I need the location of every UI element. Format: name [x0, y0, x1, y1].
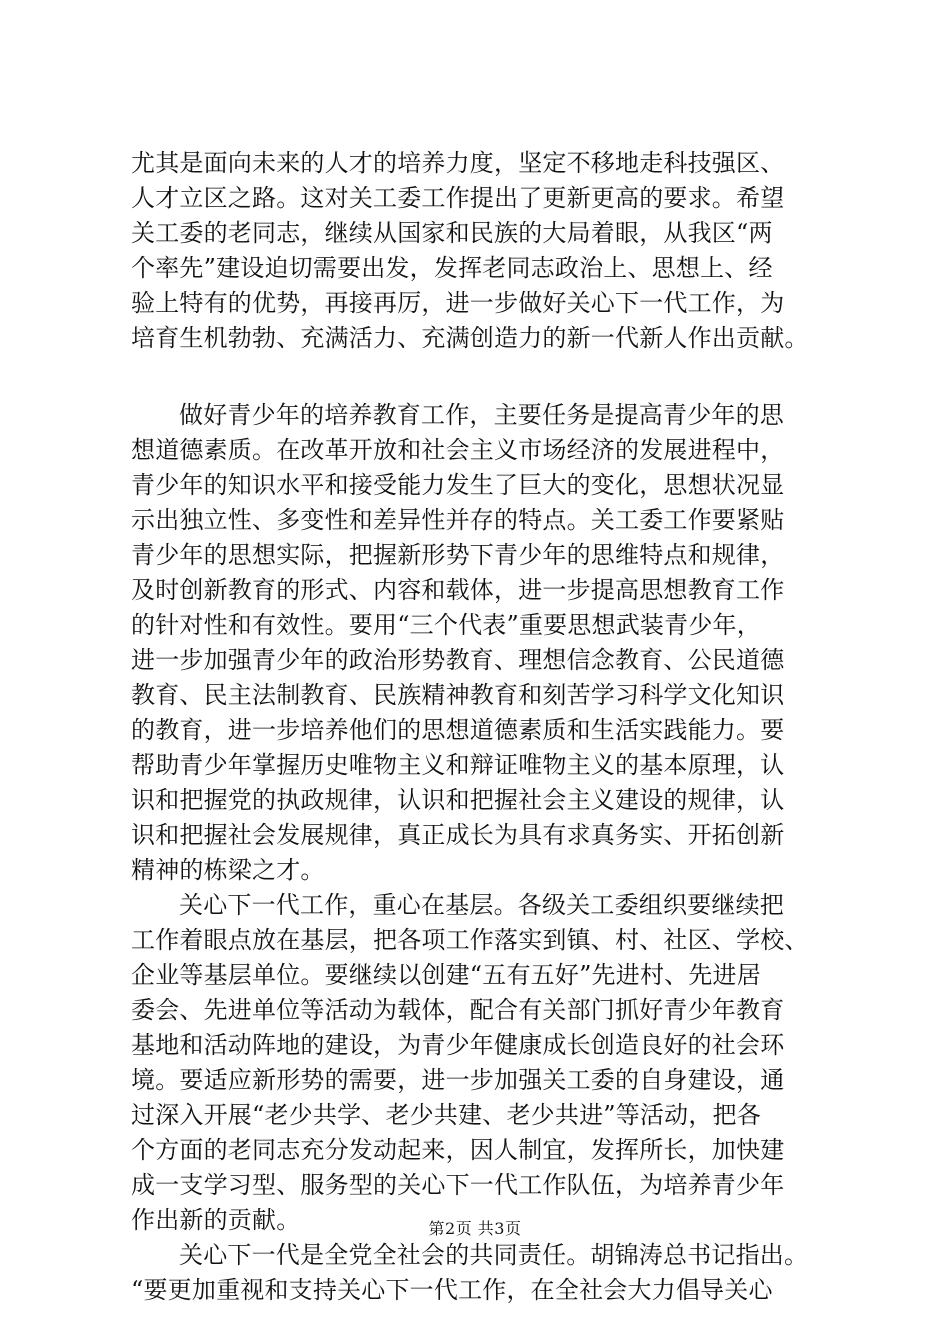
text-line: 验上特有的优势，再接再厉，进一步做好关心下一代工作，为 — [131, 289, 785, 317]
text-line: 委会、先进单位等活动为载体，配合有关部门抓好青少年教育 — [131, 996, 785, 1024]
text-line: 的针对性和有效性。要用“三个代表”重要思想武装青少年， — [131, 611, 761, 639]
text-line: 培育生机勃勃、充满活力、充满创造力的新一代新人作出贡献。 — [131, 324, 809, 352]
paragraph-4 — [131, 1238, 851, 1308]
paragraph-1 — [131, 146, 851, 356]
text-line: 工作着眼点放在基层，把各项工作落实到镇、村、社区、学校、 — [131, 926, 809, 954]
text-line: 精神的栋梁之才。 — [131, 856, 325, 884]
text-line: 青少年的知识水平和接受能力发生了巨大的变化，思想状况显 — [131, 471, 785, 499]
text-line: 及时创新教育的形式、内容和载体，进一步提高思想教育工作 — [131, 576, 785, 604]
text-line: 识和把握社会发展规律，真正成长为具有求真务实、开拓创新 — [131, 821, 785, 849]
text-line: 关心下一代工作，重心在基层。各级关工委组织要继续把 — [179, 891, 784, 919]
text-line: 企业等基层单位。要继续以创建“五有五好”先进村、先进居 — [131, 961, 761, 989]
text-line: 个方面的老同志充分发动起来，因人制宜，发挥所长，加快建 — [131, 1136, 785, 1164]
text-line: 想道德素质。在改革开放和社会主义市场经济的发展进程中， — [131, 436, 785, 464]
paragraph-3 — [131, 888, 851, 1238]
page-number-footer: 第2页 共3页 — [428, 1219, 522, 1238]
text-line: “要更加重视和支持关心下一代工作，在全社会大力倡导关心 — [131, 1276, 773, 1304]
text-line: 进一步加强青少年的政治形势教育、理想信念教育、公民道德 — [131, 646, 785, 674]
text-line: 境。要适应新形势的需要，进一步加强关工委的自身建设，通 — [131, 1066, 785, 1094]
text-line: 做好青少年的培养教育工作，主要任务是提高青少年的思 — [179, 401, 784, 429]
text-line: 成一支学习型、服务型的关心下一代工作队伍，为培养青少年 — [131, 1171, 785, 1199]
text-line: 尤其是面向未来的人才的培养力度，坚定不移地走科技强区、 — [131, 149, 785, 177]
text-line: 基地和活动阵地的建设，为青少年健康成长创造良好的社会环 — [131, 1031, 785, 1059]
text-line: 帮助青少年掌握历史唯物主义和辩证唯物主义的基本原理，认 — [131, 751, 785, 779]
text-line: 个率先”建设迫切需要出发，发挥老同志政治上、思想上、经 — [131, 254, 773, 282]
paragraph-gap — [131, 356, 851, 398]
text-line: 青少年的思想实际，把握新形势下青少年的思维特点和规律， — [131, 541, 785, 569]
text-line: 示出独立性、多变性和差异性并存的特点。关工委工作要紧贴 — [131, 506, 785, 534]
text-line: 过深入开展“老少共学、老少共建、老少共进”等活动，把各 — [131, 1101, 761, 1129]
text-line: 人才立区之路。这对关工委工作提出了更新更高的要求。希望 — [131, 184, 785, 212]
text-line: 关工委的老同志，继续从国家和民族的大局着眼，从我区“两 — [131, 219, 773, 247]
text-line: 的教育，进一步培养他们的思想道德素质和生活实践能力。要 — [131, 716, 785, 744]
document-body — [131, 146, 851, 1308]
paragraph-2 — [131, 398, 851, 888]
text-line: 关心下一代是全党全社会的共同责任。胡锦涛总书记指出。 — [179, 1241, 809, 1269]
text-line: 教育、民主法制教育、民族精神教育和刻苦学习科学文化知识 — [131, 681, 785, 709]
text-line: 作出新的贡献。 — [131, 1206, 301, 1234]
text-line: 识和把握党的执政规律，认识和把握社会主义建设的规律，认 — [131, 786, 785, 814]
